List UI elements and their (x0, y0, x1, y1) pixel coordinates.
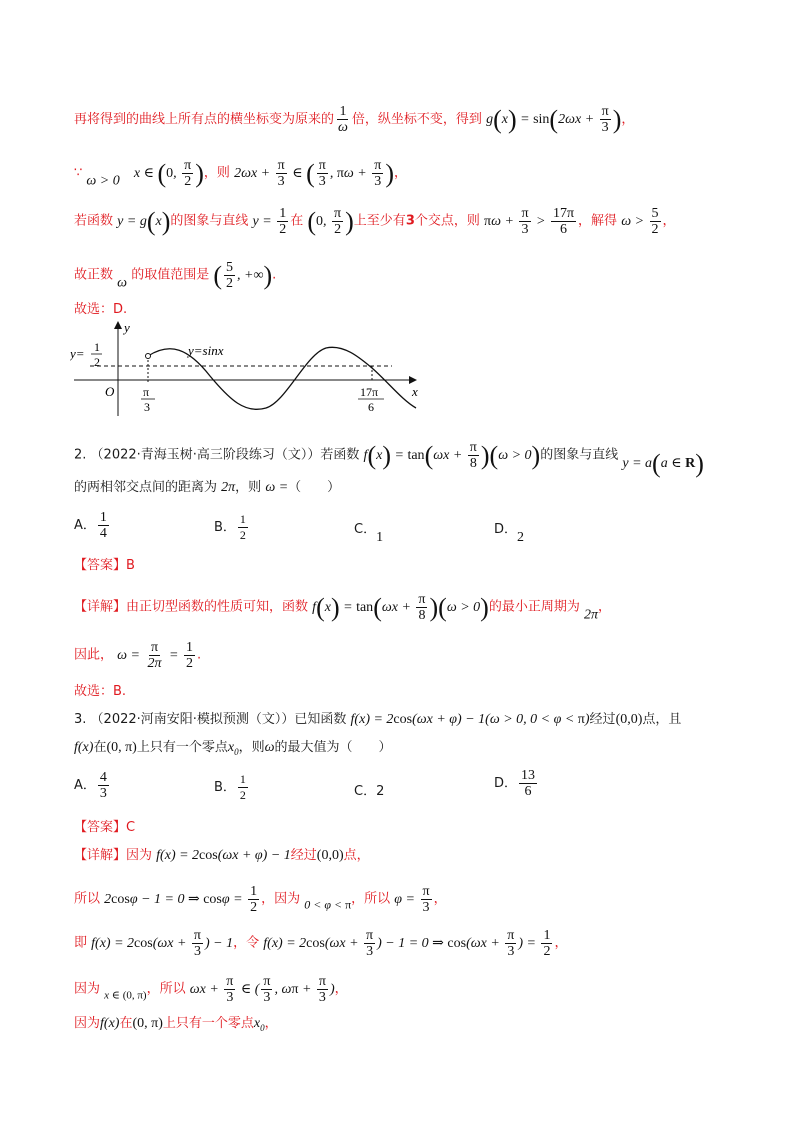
formula-y-a: y = a(a ∈ R) (622, 448, 704, 478)
q2-select: 故选：B. (74, 684, 127, 699)
solution-line-4: 故正数 ω 的取值范围是 ( $\frac{5}{2}$ , +∞). (74, 260, 277, 291)
q2-option-b[interactable]: B． $\frac{1}{2}$ (214, 512, 246, 542)
y-axis-label: y (124, 320, 130, 335)
q2-option-d[interactable]: D．2 (494, 522, 525, 545)
question-3-line-2: f(x)在(0, π)上只有一个零点$x_0$，则ω的最大值为（ ） (74, 740, 392, 757)
line-label-den: 2 (94, 355, 100, 369)
tick2-den: 6 (368, 400, 374, 414)
tick1-den: 3 (144, 400, 150, 414)
question-3-line-1: 3. （2022·河南安阳·模拟预测（文））已知函数 f(x) = 2cos(ωx + φ) − 1(ω > 0, 0 < φ < π)经过(0,0)点，且 (74, 712, 682, 727)
q2-conclusion: 因此， ω = $\frac{\pi}{2\pi}$ = $\frac{1}{2}$ . (74, 640, 202, 671)
formula-tan-detail: f(x) = tan(ωx + $\frac{\pi}{8}$ )(ω > 0) (312, 592, 489, 623)
solution-select-d: 故选：D. (74, 302, 128, 317)
formula-omega-range: ( $\frac{5}{2}$ , +∞) (213, 260, 273, 291)
formula-tan: f(x) = tan(ωx + $\frac{\pi}{8}$ )(ω > 0) (363, 440, 541, 471)
q3-detail-3: 即 f(x) = 2cos(ωx + $\frac{\pi}{3}$ ) − 1，令 f(x) = 2cos(ωx + $\frac{\pi}{3}$ ) − 1 = 0 ⇒ cos(ωx + $\frac{\pi}{3}$ ) = $\frac{1}{2}$ ， (74, 928, 568, 959)
formula-x-range: x ∈ (0, $\frac{\pi}{2}$ ) (133, 158, 204, 189)
formula-omega-calc: ω = $\frac{\pi}{2\pi}$ = $\frac{1}{2}$ (117, 640, 193, 671)
q3-option-b[interactable]: B． $\frac{1}{2}$ (214, 772, 246, 802)
solution-line-1: 再将得到的曲线上所有点的横坐标变为原来的 $\frac{1}{\omega}$ 倍，纵坐标不变，得到 g(x) = sin(2ωx + $\frac{\pi}{3}$ )， (74, 104, 635, 136)
formula-phase-range: 2ωx + $\frac{\pi}{3}$ ∈ ( $\frac{\pi}{3}$ , πω + $\frac{\pi}{3}$ ) (234, 158, 394, 189)
q2-option-c[interactable]: C．1 (354, 522, 384, 545)
q3-answer: 【答案】C (74, 820, 136, 835)
formula-y-g: y = g(x) (117, 206, 171, 236)
omega-symbol: ω (117, 275, 128, 291)
point-origin: (0,0) (615, 712, 643, 727)
sine-graph (70, 318, 430, 418)
fraction-1-over-omega: $\frac{1}{\omega}$ (338, 104, 348, 135)
formula-omega-eq: ω = (265, 480, 289, 495)
formula-y-half: y = $\frac{1}{2}$ (252, 206, 287, 237)
curve-label: y=sinx (188, 343, 224, 358)
tick2-num: 17π (360, 385, 379, 399)
line-label-num: 1 (94, 340, 100, 354)
formula-inequality: πω + $\frac{\pi}{3}$ > $\frac{17\pi}{6}$ (484, 206, 575, 237)
tick1-num: π (143, 385, 150, 399)
question-2-line-1: 2. （2022·青海玉树·高三阶段练习（文））若函数 f(x) = tan(ωx + $\frac{\pi}{8}$ )(ω > 0)的图象与直线 y = a(a ∈ R) (74, 440, 704, 478)
q3-detail-4: 因为 $_{x \in (0, \pi)}$，所以 ωx + $\frac{\pi}{3}$ ∈ ( $\frac{\pi}{3}$ , ωπ + $\frac{\pi}{3}$ )， (74, 974, 348, 1005)
q3-detail-5: 因为f(x)在(0, π)上只有一个零点$x_0$， (74, 1016, 278, 1033)
solution-line-3: 若函数 y = g(x)的图象与直线 y = $\frac{1}{2}$ 在 (0, $\frac{\pi}{2}$ )上至少有3个交点，则 πω + $\frac{\pi}{3}$ > $\frac{17\pi}{6}$ ，解得 ω > $\frac{5}{2}$ ， (74, 206, 676, 237)
open-endpoint (146, 354, 151, 359)
q2-detail-line: 【详解】由正切型函数的性质可知，函数 f(x) = tan(ωx + $\frac{\pi}{8}$ )(ω > 0)的最小正周期为 2π， (74, 592, 612, 623)
q3-detail-2: 所以 2cosφ − 1 = 0 ⇒ cosφ = $\frac{1}{2}$ ，因为 0 < φ < π，所以 φ = $\frac{\pi}{3}$ ， (74, 884, 447, 915)
formula-2pi: 2π (221, 480, 236, 495)
q3-option-c[interactable]: C．2 (354, 784, 385, 799)
q3-option-d[interactable]: D． $\frac{13}{6}$ (494, 768, 536, 799)
line-label-y: y= (70, 346, 85, 361)
x-axis-label: x (412, 384, 418, 399)
q3-option-a[interactable]: A． $\frac{4}{3}$ (74, 770, 107, 801)
formula-omega-positive: ω > 0 (86, 173, 120, 189)
q3-detail-1: 【详解】因为 f(x) = 2cos(ωx + φ) − 1经过(0,0)点， (74, 848, 370, 863)
q2-answer: 【答案】B (74, 558, 135, 573)
formula-period: 2π (584, 607, 599, 623)
q2-option-a[interactable]: A． $\frac{1}{4}$ (74, 510, 107, 541)
origin-label: O (105, 384, 115, 399)
formula-omega-result: ω > $\frac{5}{2}$ (621, 206, 659, 237)
formula-g-sin: g(x) = sin(2ωx + $\frac{\pi}{3}$ ) (486, 104, 622, 136)
formula-cos: f(x) = 2cos(ωx + φ) − 1(ω > 0, 0 < φ < π) (350, 712, 590, 727)
solution-line-2: ∵ ω > 0 x ∈ (0, $\frac{\pi}{2}$ )，则 2ωx + $\frac{\pi}{3}$ ∈ ( $\frac{\pi}{3}$ , πω + $\frac{\pi}{3}$ )， (74, 158, 407, 189)
question-2-line-2: 的两相邻交点间的距离为 2π，则 ω =（ ） (74, 480, 341, 495)
formula-interval: (0, $\frac{\pi}{2}$ ) (307, 206, 354, 237)
